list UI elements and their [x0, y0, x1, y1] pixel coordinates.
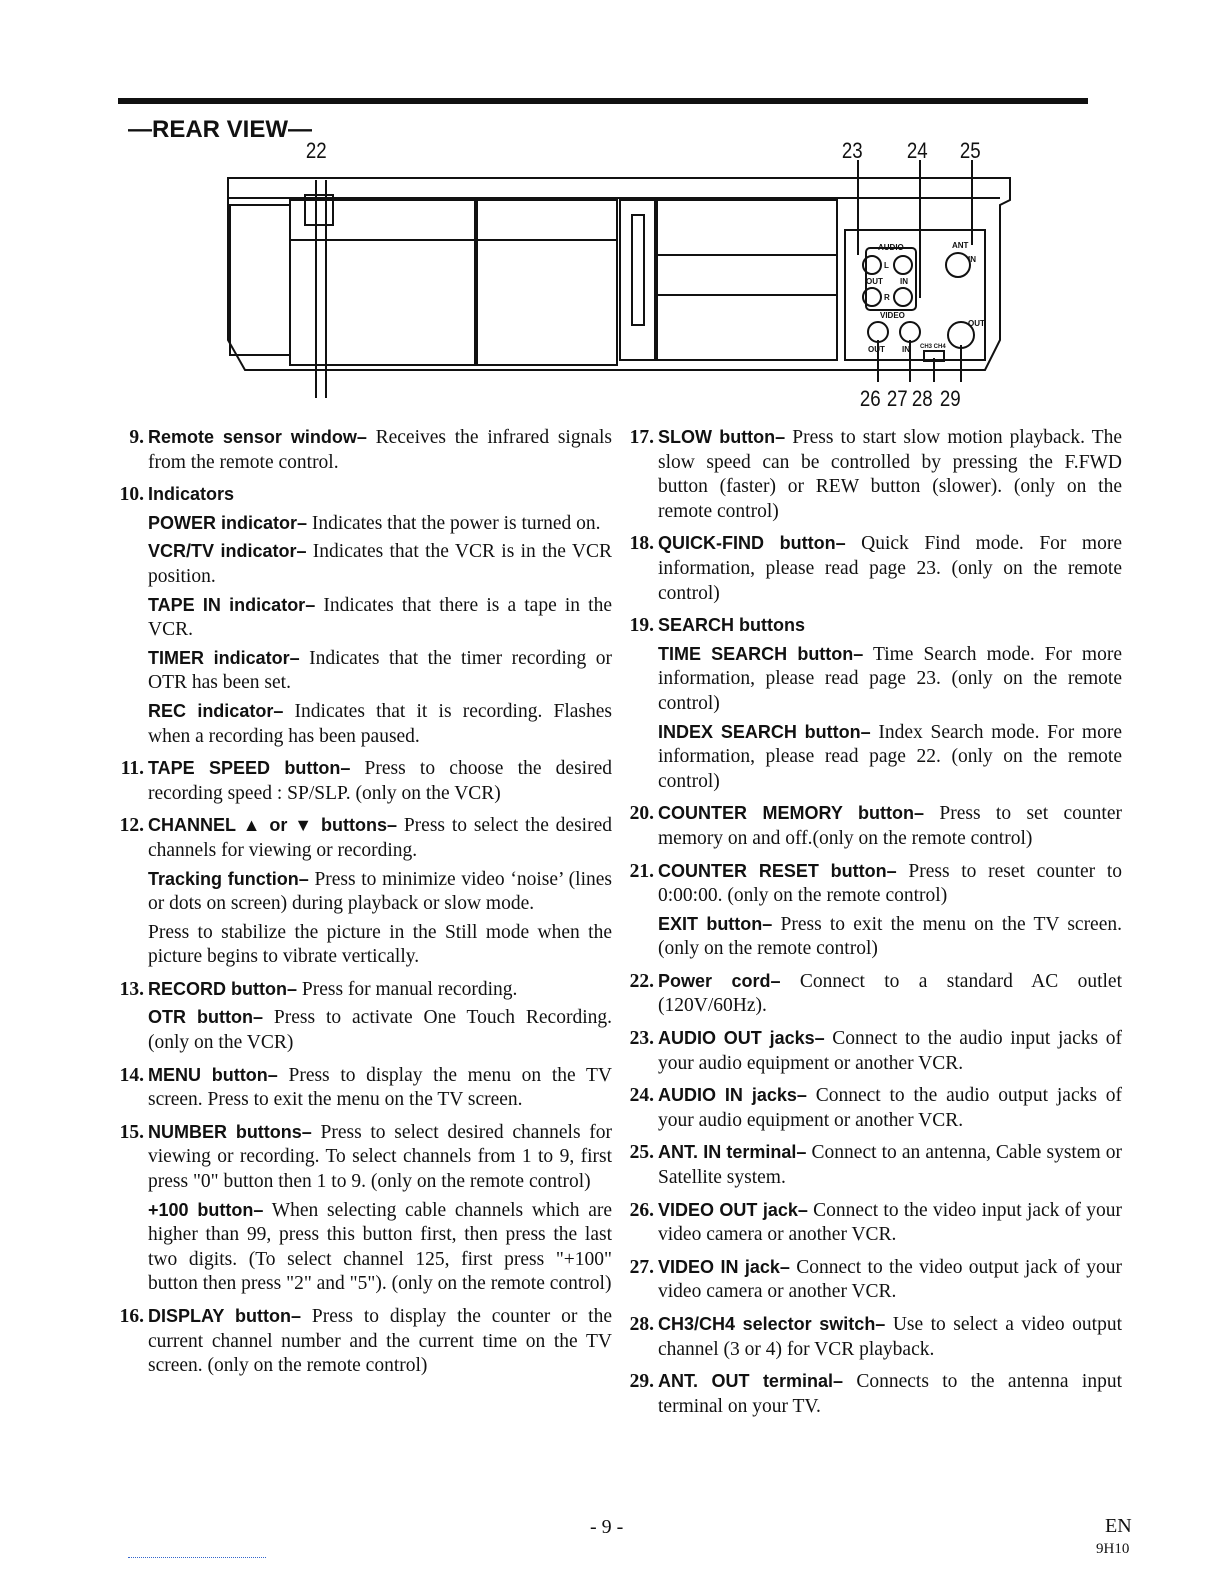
item-term: POWER indicator–: [148, 512, 308, 533]
list-item: [620, 1027, 1122, 1076]
item-description: Indicates that the power is turned on.: [307, 512, 601, 534]
item-paragraph: [148, 594, 612, 643]
left-column: [110, 426, 612, 1387]
item-paragraph: [658, 643, 1122, 717]
item-paragraph: [148, 540, 612, 589]
item-paragraph: [658, 1370, 1122, 1419]
list-item: [110, 1064, 612, 1113]
item-paragraph: [658, 1027, 1122, 1076]
callout-26: 26: [859, 386, 881, 411]
item-description: Press to minimize video ‘noise’ (lines or dots on screen) during playback or slow mode.: [148, 868, 612, 915]
list-item: [110, 1305, 612, 1379]
item-paragraph: [658, 1084, 1122, 1133]
item-description: Connect to an antenna, Cable system or Satellite system.: [658, 1142, 1122, 1189]
item-paragraph: [658, 1141, 1122, 1190]
item-description: Press for manual recording.: [296, 978, 518, 1000]
item-paragraph: [148, 647, 612, 696]
label-audio-in: IN: [900, 277, 908, 286]
item-term: EXIT button–: [658, 913, 773, 934]
label-video-in: IN: [902, 345, 910, 354]
item-paragraph: [148, 921, 612, 970]
item-description: Receives the infrared signals from the remote control.: [148, 427, 612, 473]
item-description: Connect to the video input jack of your video camera or another VCR.: [658, 1199, 1122, 1246]
item-number: 14.: [119, 1064, 144, 1086]
item-term: Indicators: [148, 484, 235, 505]
list-item: [110, 757, 612, 806]
item-term: DISPLAY button–: [148, 1306, 301, 1326]
item-number: 27.: [629, 1256, 654, 1278]
item-description: Press to stabilize the picture in the Still mode when the picture begins to vibrate vertically.: [148, 921, 612, 968]
item-description: Press to select the desired channels for viewing or recording.: [148, 815, 612, 861]
label-audio: AUDIO: [878, 243, 904, 252]
item-description: Indicates that it is recording. Flashes when a recording has been paused.: [148, 700, 612, 747]
item-term: +100 button–: [148, 1199, 264, 1220]
list-item: [620, 614, 1122, 794]
item-number: 21.: [629, 860, 654, 882]
label-ch3-ch4: CH3 CH4: [920, 344, 946, 350]
item-paragraph: [148, 1006, 612, 1055]
item-number: 24.: [629, 1085, 654, 1107]
item-paragraph: [148, 814, 612, 863]
item-term: VIDEO OUT jack–: [658, 1199, 808, 1220]
vcr-rear-diagram: [0, 0, 1225, 420]
item-term: Remote sensor window–: [148, 427, 367, 447]
item-number: 29.: [629, 1371, 654, 1393]
item-term: OTR button–: [148, 1007, 263, 1028]
item-description: Press to start slow motion playback. The slow speed can be controlled by pressing the F.FWD button (faster) or REW button (slower). (only on the remote control): [658, 427, 1122, 522]
item-description: Connect to the video output jack of your video camera or another VCR.: [658, 1256, 1122, 1303]
item-term: SEARCH buttons: [658, 615, 805, 636]
item-paragraph: [148, 868, 612, 917]
item-number: 16.: [119, 1306, 144, 1327]
item-number: 15.: [119, 1121, 144, 1143]
callout-28: 28: [911, 386, 933, 411]
callout-27: 27: [886, 386, 908, 411]
section-title: —REAR VIEW—: [128, 116, 313, 143]
label-audio-out: OUT: [866, 277, 883, 286]
callout-23: 23: [841, 138, 863, 163]
list-item: [620, 802, 1122, 851]
page-number: - 9 -: [590, 1516, 624, 1538]
item-term: CHANNEL ▲ or ▼ buttons–: [148, 815, 397, 836]
item-term: MENU button–: [148, 1064, 278, 1085]
item-number: 18.: [629, 533, 654, 555]
item-term: TIME SEARCH button–: [658, 643, 864, 664]
item-paragraph: [148, 483, 612, 508]
list-item: [620, 1256, 1122, 1305]
item-description: Time Search mode. For more information, please read page 23. (only on the remote control): [658, 643, 1122, 714]
item-description: When selecting cable channels which are higher than 99, press this button first, then press the last two digits. (To select channel 125, first press "+100" button then press "2" and "5"). (only on the remote control): [148, 1199, 613, 1295]
item-number: 13.: [119, 978, 144, 1000]
label-ant: ANT: [952, 241, 969, 250]
item-number: 19.: [629, 615, 654, 637]
label-video: VIDEO: [880, 311, 905, 320]
item-term: Tracking function–: [148, 868, 309, 889]
item-paragraph: [658, 970, 1122, 1019]
item-term: NUMBER buttons–: [148, 1121, 312, 1142]
item-number: 10.: [119, 484, 144, 506]
callout-24: 24: [906, 138, 928, 163]
item-description: Quick Find mode. For more information, please read page 23. (only on the remote control): [658, 533, 1122, 604]
item-term: COUNTER MEMORY button–: [658, 803, 924, 824]
list-item: [110, 814, 612, 970]
language-code: EN: [1105, 1515, 1132, 1537]
item-term: COUNTER RESET button–: [658, 860, 897, 881]
item-description: Press to activate One Touch Recording. (only on the VCR): [148, 1007, 612, 1054]
label-r: R: [884, 293, 890, 302]
item-paragraph: [658, 913, 1122, 962]
item-description: Press to display the counter or the current channel number and the current time on the TV screen. (only on the remote control): [148, 1306, 613, 1377]
list-item: [620, 426, 1122, 524]
item-term: CH3/CH4 selector switch–: [658, 1314, 886, 1334]
item-paragraph: [148, 1121, 612, 1195]
item-paragraph: [148, 426, 612, 475]
item-paragraph: [148, 512, 612, 537]
item-description: Connect to the audio input jacks of your audio equipment or another VCR.: [658, 1028, 1122, 1074]
right-column: [620, 426, 1122, 1427]
item-paragraph: [658, 614, 1122, 639]
item-description: Use to select a video output channel (3 or 4) for VCR playback.: [658, 1314, 1122, 1360]
list-item: [620, 1084, 1122, 1133]
item-description: Index Search mode. For more information, please read page 22. (only on the remote control): [658, 721, 1123, 792]
item-paragraph: [658, 860, 1122, 909]
item-term: AUDIO OUT jacks–: [658, 1028, 825, 1049]
item-description: Press to select desired channels for viewing or recording. To select channels from 1 to 9, first press "0" button then 1 to 9. (only on the remote control): [148, 1121, 612, 1193]
item-term: ANT. OUT terminal–: [658, 1371, 843, 1392]
item-paragraph: [148, 757, 612, 806]
item-description: Press to exit the menu on the TV screen. (only on the remote control): [658, 913, 1122, 960]
document-code: 9H10: [1096, 1541, 1130, 1557]
scan-artifact-line: [128, 1557, 266, 1558]
list-item: [620, 860, 1122, 962]
item-term: INDEX SEARCH button–: [658, 721, 871, 742]
item-term: TAPE IN indicator–: [148, 594, 316, 615]
list-item: [620, 1313, 1122, 1362]
list-item: [110, 1121, 612, 1297]
item-paragraph: [148, 1199, 612, 1297]
item-term: RECORD button–: [148, 978, 297, 999]
item-description: Connect to a standard AC outlet (120V/60Hz).: [658, 970, 1122, 1017]
item-paragraph: [658, 1256, 1122, 1305]
item-term: QUICK-FIND button–: [658, 533, 846, 554]
item-number: 9.: [129, 427, 144, 448]
callout-22: 22: [305, 138, 327, 163]
item-number: 28.: [629, 1314, 654, 1335]
item-description: Press to choose the desired recording speed : SP/SLP. (only on the VCR): [148, 758, 612, 804]
item-paragraph: [658, 532, 1122, 606]
item-number: 26.: [629, 1199, 654, 1221]
item-term: VIDEO IN jack–: [658, 1256, 790, 1277]
item-description: Press to set counter memory on and off.(only on the remote control): [658, 803, 1122, 849]
item-paragraph: [148, 1305, 612, 1379]
item-number: 11.: [120, 758, 144, 780]
list-item: [620, 532, 1122, 606]
callout-29: 29: [939, 386, 961, 411]
item-paragraph: [148, 1064, 612, 1113]
item-term: TAPE SPEED button–: [148, 758, 351, 779]
list-item: [110, 483, 612, 749]
item-description: Indicates that the VCR is in the VCR position.: [148, 541, 612, 587]
list-item: [620, 1199, 1122, 1248]
item-term: ANT. IN terminal–: [658, 1142, 807, 1163]
item-paragraph: [658, 426, 1122, 524]
list-item: [620, 1370, 1122, 1419]
item-term: VCR/TV indicator–: [148, 541, 307, 562]
item-term: SLOW button–: [658, 427, 786, 447]
item-description: Connect to the audio output jacks of your audio equipment or another VCR.: [658, 1085, 1122, 1131]
item-paragraph: [148, 978, 612, 1003]
list-item: [110, 426, 612, 475]
item-number: 12.: [119, 815, 144, 837]
label-l: L: [884, 261, 889, 270]
list-item: [620, 1141, 1122, 1190]
item-paragraph: [658, 721, 1122, 795]
label-video-out: OUT: [868, 345, 885, 354]
item-term: AUDIO IN jacks–: [658, 1085, 807, 1106]
item-description: Connects to the antenna input terminal on your TV.: [658, 1371, 1122, 1417]
item-term: REC indicator–: [148, 700, 284, 721]
item-number: 20.: [629, 803, 654, 825]
item-description: Press to display the menu on the TV screen. Press to exit the menu on the TV screen.: [148, 1064, 613, 1111]
callout-25: 25: [959, 138, 981, 163]
item-description: Indicates that there is a tape in the VCR.: [148, 594, 612, 641]
item-number: 23.: [629, 1028, 654, 1050]
item-number: 25.: [629, 1142, 654, 1164]
item-paragraph: [658, 1313, 1122, 1362]
item-description: Indicates that the timer recording or OTR has been set.: [148, 647, 613, 694]
list-item: [110, 978, 612, 1056]
item-paragraph: [658, 802, 1122, 851]
item-term: Power cord–: [658, 970, 781, 991]
item-paragraph: [658, 1199, 1122, 1248]
item-term: TIMER indicator–: [148, 647, 300, 668]
item-number: 17.: [629, 427, 654, 448]
item-description: Press to reset counter to 0:00:00. (only on the remote control): [658, 860, 1122, 907]
item-paragraph: [148, 700, 612, 749]
label-ant-in: IN: [968, 255, 976, 264]
label-ant-out: OUT: [968, 319, 985, 328]
item-number: 22.: [629, 970, 654, 992]
list-item: [620, 970, 1122, 1019]
